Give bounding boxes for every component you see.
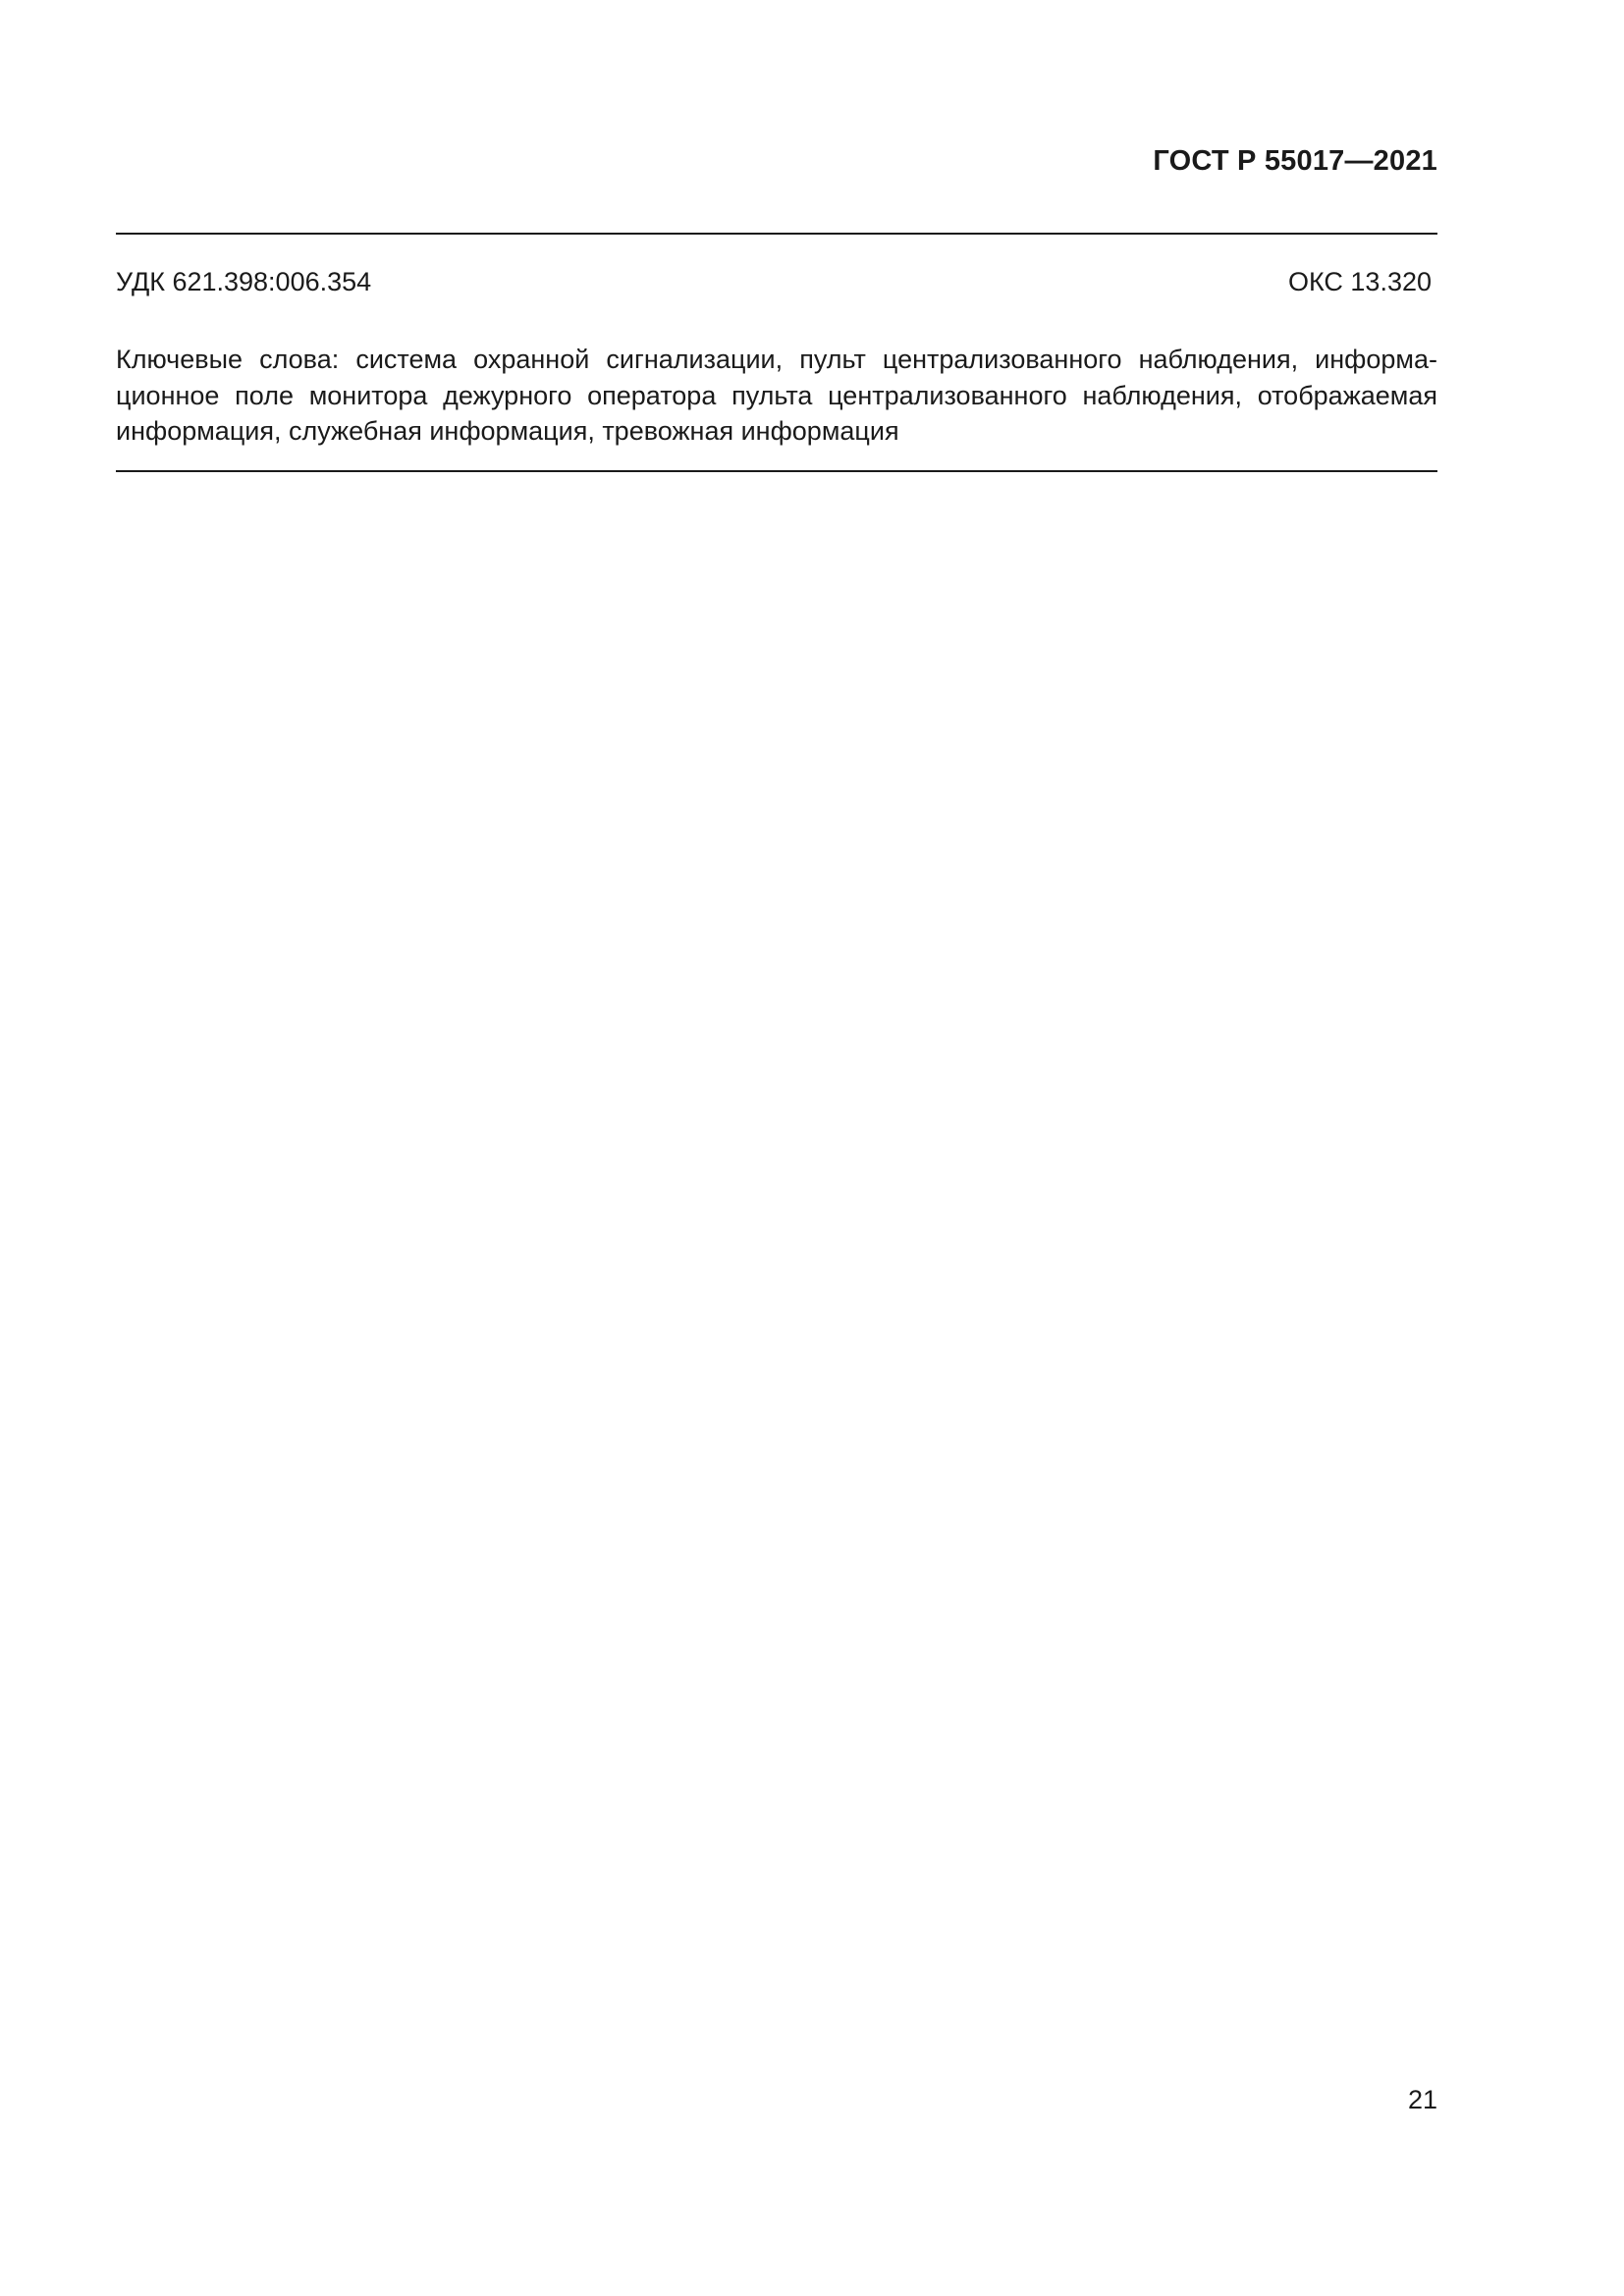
- bottom-divider: [116, 470, 1437, 472]
- oks-code: ОКС 13.320: [1287, 267, 1432, 296]
- keywords-line: информация, служебная информация, тревожная информация: [116, 416, 899, 446]
- keywords-paragraph: [116, 342, 1437, 450]
- keywords-line: Ключевые слова: система охранной сигнализации, пульт централизованного наблюдения, информа-: [116, 345, 1437, 374]
- classification-row: [116, 267, 1432, 300]
- top-divider: [116, 233, 1437, 235]
- keywords-line: ционное поле монитора дежурного оператора пульта централизованного наблюдения, отображаемая: [116, 380, 1437, 410]
- document-code: ГОСТ Р 55017—2021: [1153, 145, 1437, 177]
- udk-code: УДК 621.398:006.354: [116, 267, 372, 296]
- page-number: 21: [1407, 2085, 1437, 2114]
